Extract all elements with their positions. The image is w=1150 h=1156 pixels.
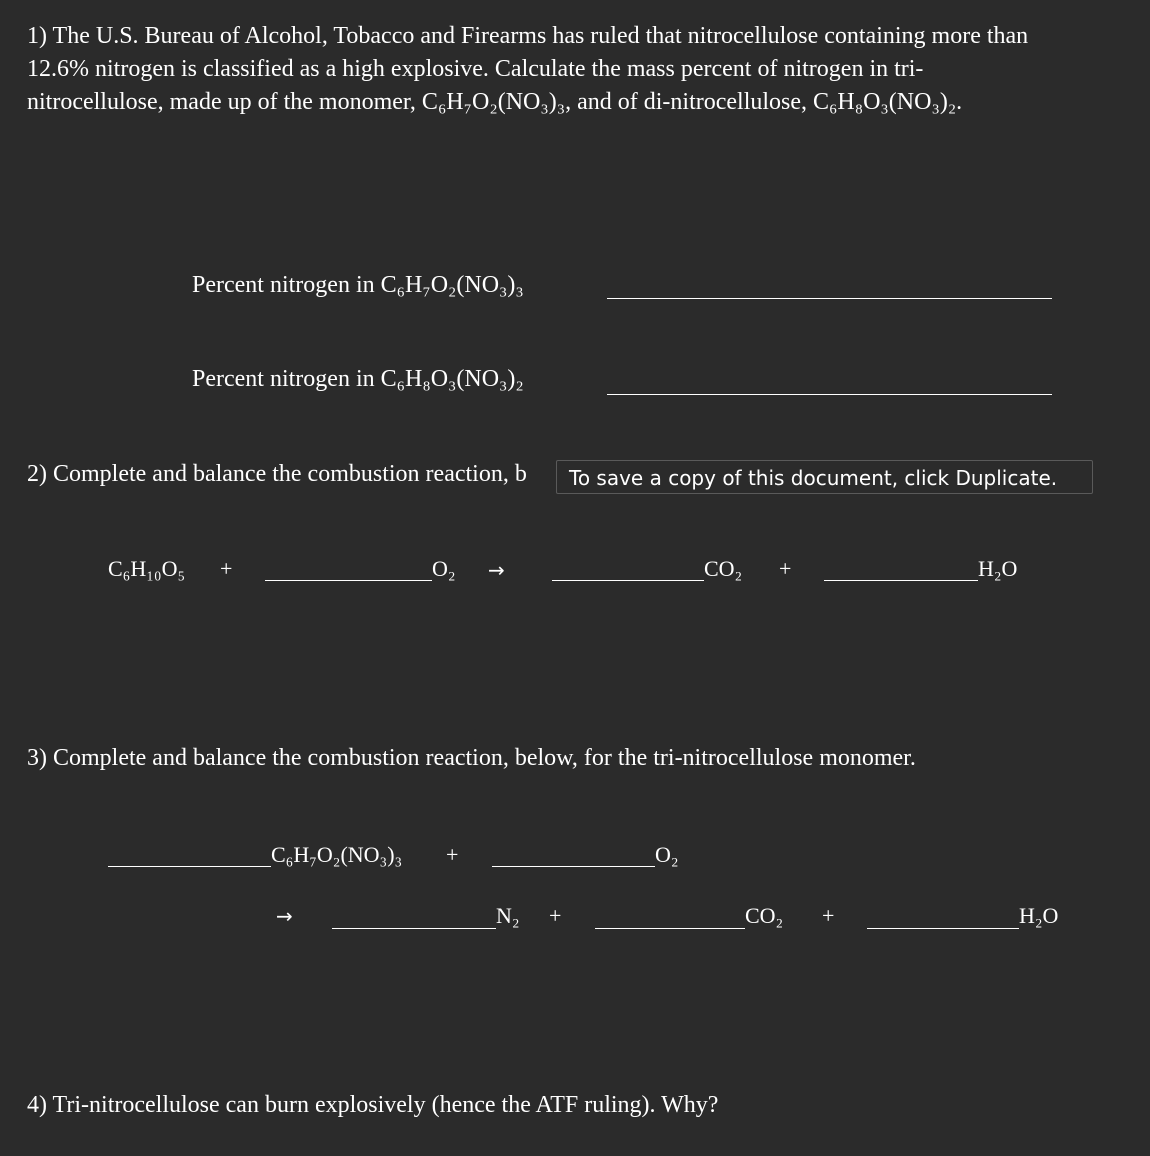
q3-plus-1: + (446, 842, 459, 867)
q3-o2: O₂ (655, 842, 679, 867)
answer-2-blank[interactable] (607, 394, 1052, 395)
q3-reactant-coefficient-blank[interactable] (108, 866, 271, 867)
q3-reactant: C₆H₇O₂(NO₃)₃ (271, 842, 403, 867)
answer-1-label: Percent nitrogen in C₆H₇O₂(NO₃)₃ (192, 272, 524, 298)
question-1-line-1: 1) The U.S. Bureau of Alcohol, Tobacco and Firearms has ruled that nitrocellulose containing more than (27, 23, 1029, 49)
q3-plus-2: + (549, 903, 562, 928)
q3-arrow: → (276, 904, 293, 928)
q2-reactant: C₆H₁₀O₅ (108, 556, 186, 581)
q2-o2: O₂ (432, 556, 456, 581)
answer-1-blank[interactable] (607, 298, 1052, 299)
q2-co2-coefficient-blank[interactable] (552, 580, 704, 581)
question-1-line-3: nitrocellulose, made up of the monomer, C₆H₇O₂(NO₃)₃, and of di-nitrocellulose, C₆H₈O₃(NO₃)₂. (27, 89, 963, 115)
q3-co2-coefficient-blank[interactable] (595, 928, 745, 929)
q3-plus-3: + (822, 903, 835, 928)
q2-o2-coefficient-blank[interactable] (265, 580, 432, 581)
q3-h2o: H₂O (1019, 903, 1059, 928)
q2-arrow: → (488, 558, 505, 582)
question-1 (27, 20, 1127, 119)
q3-n2: N₂ (496, 903, 520, 928)
q3-o2-coefficient-blank[interactable] (492, 866, 655, 867)
q2-plus-2: + (779, 556, 792, 581)
q3-h2o-coefficient-blank[interactable] (867, 928, 1019, 929)
duplicate-tooltip-text: To save a copy of this document, click Duplicate. (569, 466, 1058, 490)
question-3-text: 3) Complete and balance the combustion reaction, below, for the tri-nitrocellulose monomer. (27, 745, 916, 771)
q2-co2: CO₂ (704, 556, 743, 581)
q2-h2o: H₂O (978, 556, 1018, 581)
q3-co2: CO₂ (745, 903, 784, 928)
question-1-line-2: 12.6% nitrogen is classified as a high explosive. Calculate the mass percent of nitrogen in tri- (27, 56, 924, 82)
answer-2-label: Percent nitrogen in C₆H₈O₃(NO₃)₂ (192, 366, 524, 392)
q2-h2o-coefficient-blank[interactable] (824, 580, 978, 581)
duplicate-tooltip (556, 460, 1093, 494)
question-2-text: 2) Complete and balance the combustion reaction, b (27, 461, 527, 487)
q2-plus-1: + (220, 556, 233, 581)
question-4-text: 4) Tri-nitrocellulose can burn explosively (hence the ATF ruling). Why? (27, 1092, 719, 1118)
q3-n2-coefficient-blank[interactable] (332, 928, 496, 929)
